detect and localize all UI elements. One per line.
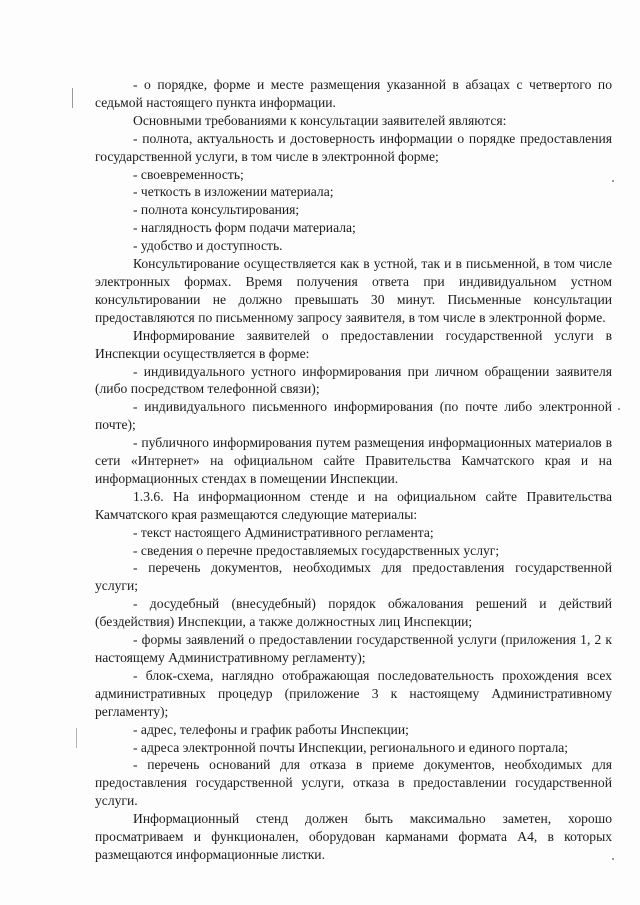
list-item-written-informing: - индивидуального письменного информирования (по почте либо электронной почте); — [95, 399, 612, 433]
list-item-clarity: - четкость в изложении материала; — [133, 184, 334, 200]
section-1-3-6: 1.3.6. На информационном стенде и на официальном сайте Правительства Камчатского края размещаются следующие материалы: — [95, 488, 612, 522]
list-item-oral-informing: - индивидуального устного информирования при личном обращении заявителя (либо посредством телефонной связи); — [95, 363, 612, 397]
paragraph-informing-forms: Информирование заявителей о предоставлении государственной услуги в Инспекции осуществляется в форме: — [95, 327, 612, 361]
list-item-public-informing: - публичного информирования путем размещения информационных материалов в сети «Интернет» на официальном сайте Правительства Камчатского края и на информационных стендах в помещении Инспекции. — [95, 435, 612, 486]
paragraph-info-stand: Информационный стенд должен быть максимально заметен, хорошо просматриваем и функционален, оборудован карманами формата А4, в которых размещаются информационные листки. — [95, 811, 612, 862]
list-item-flowchart: - блок-схема, наглядно отображающая последовательность прохождения всех административных процедур (приложение 3 к настоящему Административному регламенту); — [95, 667, 612, 719]
list-item-full-consulting: - полнота консультирования; — [133, 202, 300, 218]
scan-mark — [72, 88, 73, 108]
list-item-refusal-grounds: - перечень оснований для отказа в приеме документов, необходимых для предоставления государственной услуги, отказа в предоставлении государственной услуги. — [95, 757, 612, 809]
list-item-visual-forms: - наглядность форм подачи материала; — [133, 220, 356, 236]
list-item-timeliness: - своевременность; — [133, 166, 244, 182]
list-item-contacts: - адрес, телефоны и график работы Инспекции; — [133, 721, 409, 737]
scan-mark — [76, 728, 77, 748]
list-item-email-addresses: - адреса электронной почты Инспекции, регионального и единого портала; — [133, 739, 569, 755]
paragraph-consulting-forms: Консультирование осуществляется как в устной, так и в письменной, в том числе электронных формах. Время получения ответа при индивидуальном устном консультировании не должно превышать 30 минут. Письменные консультации предоставляются по письменному запросу заявителя, в том числе в электронной форме. — [95, 256, 612, 325]
document-body — [95, 76, 612, 864]
list-item-appeal-procedure: - досудебный (внесудебный) порядок обжалования решений и действий (бездействия) Инспекции, а также должностных лиц Инспекции; — [95, 596, 612, 630]
scan-speck — [612, 858, 614, 860]
scan-speck — [612, 180, 614, 182]
paragraph-info-order: - о порядке, форме и месте размещения указанной в абзацах с четвертого по седьмой настоящего пункта информации. — [95, 77, 612, 110]
list-item-application-forms: - формы заявлений о предоставлении государственной услуги (приложения 1, 2 к настоящему Административному регламенту); — [95, 632, 612, 665]
list-item-regulation-text: - текст настоящего Административного регламента; — [133, 524, 434, 540]
paragraph-consultation-requirements: Основными требованиями к консультации заявителей являются: — [133, 112, 507, 128]
list-item-documents-list: - перечень документов, необходимых для предоставления государственной услуги; — [95, 560, 612, 594]
list-item-services-list: - сведения о перечне предоставляемых государственных услуг; — [133, 542, 500, 558]
list-item-convenience: - удобство и доступность. — [133, 238, 283, 254]
list-item-completeness: - полнота, актуальность и достоверность информации о порядке предоставления государственной услуги, в том числе в электронной форме; — [95, 130, 612, 164]
scan-speck — [618, 408, 620, 410]
